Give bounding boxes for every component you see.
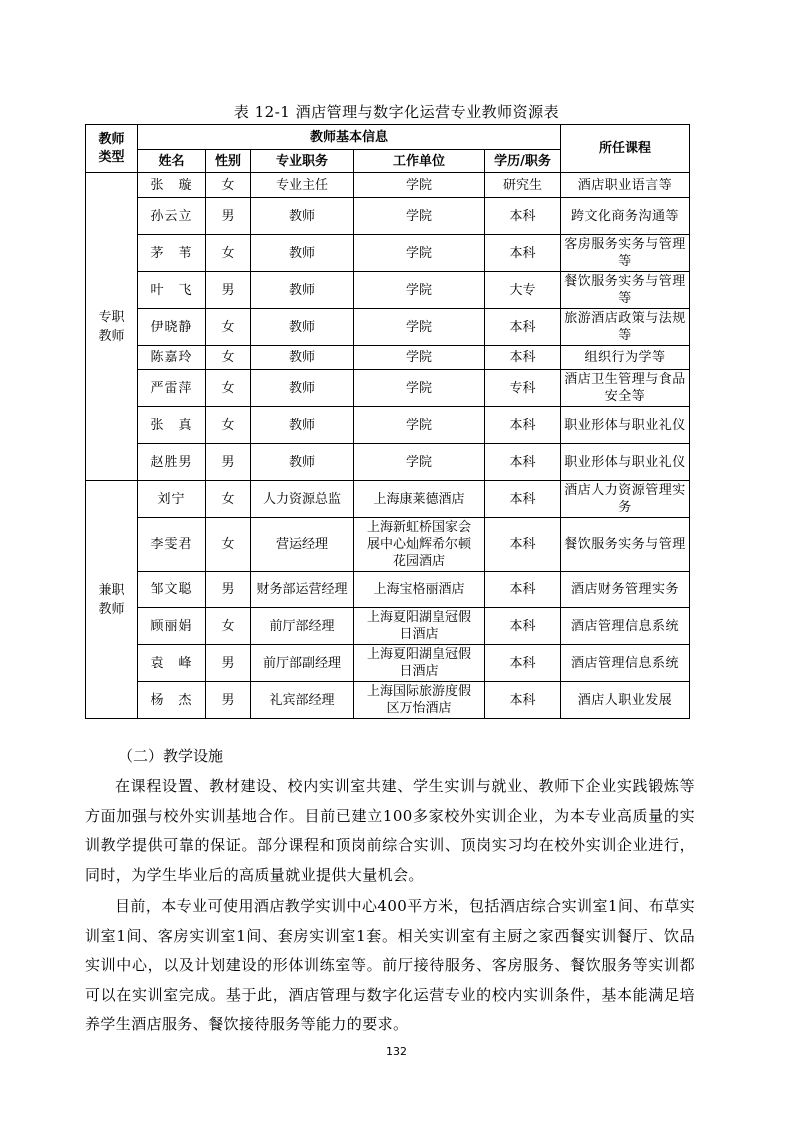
paragraph-2: 目前，本专业可使用酒店教学实训中心400平方米，包括酒店综合实训室1间、布草实训室1间、客房实训室1间、套房实训室1套。相关实训室有主厨之家西餐实训餐厅、饮品实训中心，以及计划建设的形体训练室等。前厅接待服务、客房服务、餐饮服务等实训都可以在实训室完成。基于此，酒店管理与数字化运营专业的校内实训条件，基本能满足培养学生酒店服务、餐饮接待服务等能力的要求。 bbox=[85, 897, 695, 1033]
employer-cell: 上海新虹桥国家会展中心灿辉希尔顿花园酒店 bbox=[354, 518, 485, 572]
name-cell: 茅 苇 bbox=[138, 235, 206, 272]
table-row bbox=[86, 608, 690, 645]
employer-cell: 上海宝格丽酒店 bbox=[354, 572, 485, 608]
gender-cell: 女 bbox=[206, 608, 251, 645]
teacher-resource-table bbox=[85, 124, 690, 719]
employer-cell: 上海夏阳湖皇冠假日酒店 bbox=[354, 645, 485, 682]
table-row bbox=[86, 682, 690, 719]
degree-cell: 本科 bbox=[485, 608, 561, 645]
name-cell: 严雷萍 bbox=[138, 370, 206, 407]
table-row bbox=[86, 173, 690, 198]
degree-cell: 大专 bbox=[485, 272, 561, 309]
course-cell: 酒店职业语言等 bbox=[561, 173, 690, 198]
table-row bbox=[86, 645, 690, 682]
title-cell: 教师 bbox=[251, 198, 354, 235]
table-row bbox=[86, 346, 690, 370]
name-cell: 杨 杰 bbox=[138, 682, 206, 719]
gender-cell: 女 bbox=[206, 346, 251, 370]
course-cell: 酒店管理信息系统 bbox=[561, 645, 690, 682]
header-name: 姓名 bbox=[138, 150, 206, 173]
employer-cell: 上海夏阳湖皇冠假日酒店 bbox=[354, 608, 485, 645]
table-row bbox=[86, 407, 690, 444]
name-cell: 孙云立 bbox=[138, 198, 206, 235]
gender-cell: 女 bbox=[206, 370, 251, 407]
gender-cell: 女 bbox=[206, 235, 251, 272]
table-caption: 表 12-1 酒店管理与数字化运营专业教师资源表 bbox=[233, 103, 560, 121]
gender-cell: 男 bbox=[206, 572, 251, 608]
header-course: 所任课程 bbox=[561, 125, 690, 173]
gender-cell: 男 bbox=[206, 198, 251, 235]
course-cell: 酒店人力资源管理实务 bbox=[561, 481, 690, 518]
course-cell: 旅游酒店政策与法规等 bbox=[561, 309, 690, 346]
employer-cell: 学院 bbox=[354, 235, 485, 272]
title-cell: 教师 bbox=[251, 309, 354, 346]
teacher-type-cell: 专职教师 bbox=[86, 173, 138, 481]
name-cell: 张 璇 bbox=[138, 173, 206, 198]
gender-cell: 女 bbox=[206, 518, 251, 572]
degree-cell: 本科 bbox=[485, 518, 561, 572]
table-row bbox=[86, 518, 690, 572]
gender-cell: 男 bbox=[206, 272, 251, 309]
table-row bbox=[86, 370, 690, 407]
table-row bbox=[86, 572, 690, 608]
employer-cell: 学院 bbox=[354, 272, 485, 309]
name-cell: 张 真 bbox=[138, 407, 206, 444]
degree-cell: 本科 bbox=[485, 235, 561, 272]
degree-cell: 本科 bbox=[485, 572, 561, 608]
title-cell: 教师 bbox=[251, 235, 354, 272]
title-cell: 教师 bbox=[251, 272, 354, 309]
header-degree: 学历/职务 bbox=[485, 150, 561, 173]
name-cell: 李雯君 bbox=[138, 518, 206, 572]
gender-cell: 女 bbox=[206, 407, 251, 444]
section-heading: （二）教学设施 bbox=[118, 747, 224, 765]
course-cell: 餐饮服务实务与管理 bbox=[561, 518, 690, 572]
header-title: 专业职务 bbox=[251, 150, 354, 173]
table-row bbox=[86, 444, 690, 481]
paragraph-1: 在课程设置、教材建设、校内实训室共建、学生实训与就业、教师下企业实践锻炼等方面加强与校外实训基地合作。目前已建立100多家校外实训企业，为本专业高质量的实训教学提供可靠的保证。部分课程和顶岗前综合实训、顶岗实习均在校外实训企业进行，同时，为学生毕业后的高质量就业提供大量机会。 bbox=[85, 777, 695, 884]
header-teacher-type: 教师类型 bbox=[86, 125, 138, 173]
degree-cell: 本科 bbox=[485, 309, 561, 346]
employer-cell: 学院 bbox=[354, 198, 485, 235]
table-row bbox=[86, 481, 690, 518]
name-cell: 赵胜男 bbox=[138, 444, 206, 481]
employer-cell: 上海国际旅游度假区万怡酒店 bbox=[354, 682, 485, 719]
teacher-type-cell: 兼职教师 bbox=[86, 481, 138, 719]
gender-cell: 男 bbox=[206, 645, 251, 682]
title-cell: 财务部运营经理 bbox=[251, 572, 354, 608]
gender-cell: 男 bbox=[206, 682, 251, 719]
name-cell: 袁 峰 bbox=[138, 645, 206, 682]
course-cell: 跨文化商务沟通等 bbox=[561, 198, 690, 235]
title-cell: 教师 bbox=[251, 407, 354, 444]
employer-cell: 学院 bbox=[354, 346, 485, 370]
degree-cell: 本科 bbox=[485, 346, 561, 370]
course-cell: 酒店卫生管理与食品安全等 bbox=[561, 370, 690, 407]
employer-cell: 学院 bbox=[354, 370, 485, 407]
name-cell: 邹文聪 bbox=[138, 572, 206, 608]
degree-cell: 本科 bbox=[485, 198, 561, 235]
gender-cell: 女 bbox=[206, 173, 251, 198]
employer-cell: 学院 bbox=[354, 407, 485, 444]
title-cell: 营运经理 bbox=[251, 518, 354, 572]
degree-cell: 研究生 bbox=[485, 173, 561, 198]
table-row bbox=[86, 198, 690, 235]
degree-cell: 专科 bbox=[485, 370, 561, 407]
gender-cell: 女 bbox=[206, 481, 251, 518]
course-cell: 职业形体与职业礼仪 bbox=[561, 407, 690, 444]
gender-cell: 女 bbox=[206, 309, 251, 346]
name-cell: 陈嘉玲 bbox=[138, 346, 206, 370]
course-cell: 酒店人职业发展 bbox=[561, 682, 690, 719]
degree-cell: 本科 bbox=[485, 407, 561, 444]
name-cell: 叶 飞 bbox=[138, 272, 206, 309]
title-cell: 前厅部经理 bbox=[251, 608, 354, 645]
employer-cell: 学院 bbox=[354, 173, 485, 198]
course-cell: 餐饮服务实务与管理等 bbox=[561, 272, 690, 309]
course-cell: 酒店财务管理实务 bbox=[561, 572, 690, 608]
degree-cell: 本科 bbox=[485, 481, 561, 518]
employer-cell: 学院 bbox=[354, 444, 485, 481]
name-cell: 刘宁 bbox=[138, 481, 206, 518]
gender-cell: 男 bbox=[206, 444, 251, 481]
course-cell: 客房服务实务与管理等 bbox=[561, 235, 690, 272]
name-cell: 顾丽娟 bbox=[138, 608, 206, 645]
title-cell: 专业主任 bbox=[251, 173, 354, 198]
title-cell: 礼宾部经理 bbox=[251, 682, 354, 719]
header-gender: 性别 bbox=[206, 150, 251, 173]
table-row bbox=[86, 235, 690, 272]
title-cell: 教师 bbox=[251, 444, 354, 481]
page-number: 132 bbox=[386, 1045, 407, 1058]
title-cell: 教师 bbox=[251, 346, 354, 370]
table-row bbox=[86, 272, 690, 309]
title-cell: 人力资源总监 bbox=[251, 481, 354, 518]
employer-cell: 上海康莱德酒店 bbox=[354, 481, 485, 518]
course-cell: 酒店管理信息系统 bbox=[561, 608, 690, 645]
course-cell: 职业形体与职业礼仪 bbox=[561, 444, 690, 481]
name-cell: 伊晓静 bbox=[138, 309, 206, 346]
title-cell: 前厅部副经理 bbox=[251, 645, 354, 682]
header-basic-info: 教师基本信息 bbox=[138, 125, 561, 150]
title-cell: 教师 bbox=[251, 370, 354, 407]
course-cell: 组织行为学等 bbox=[561, 346, 690, 370]
header-employer: 工作单位 bbox=[354, 150, 485, 173]
degree-cell: 本科 bbox=[485, 682, 561, 719]
employer-cell: 学院 bbox=[354, 309, 485, 346]
degree-cell: 本科 bbox=[485, 444, 561, 481]
table-row bbox=[86, 309, 690, 346]
degree-cell: 本科 bbox=[485, 645, 561, 682]
